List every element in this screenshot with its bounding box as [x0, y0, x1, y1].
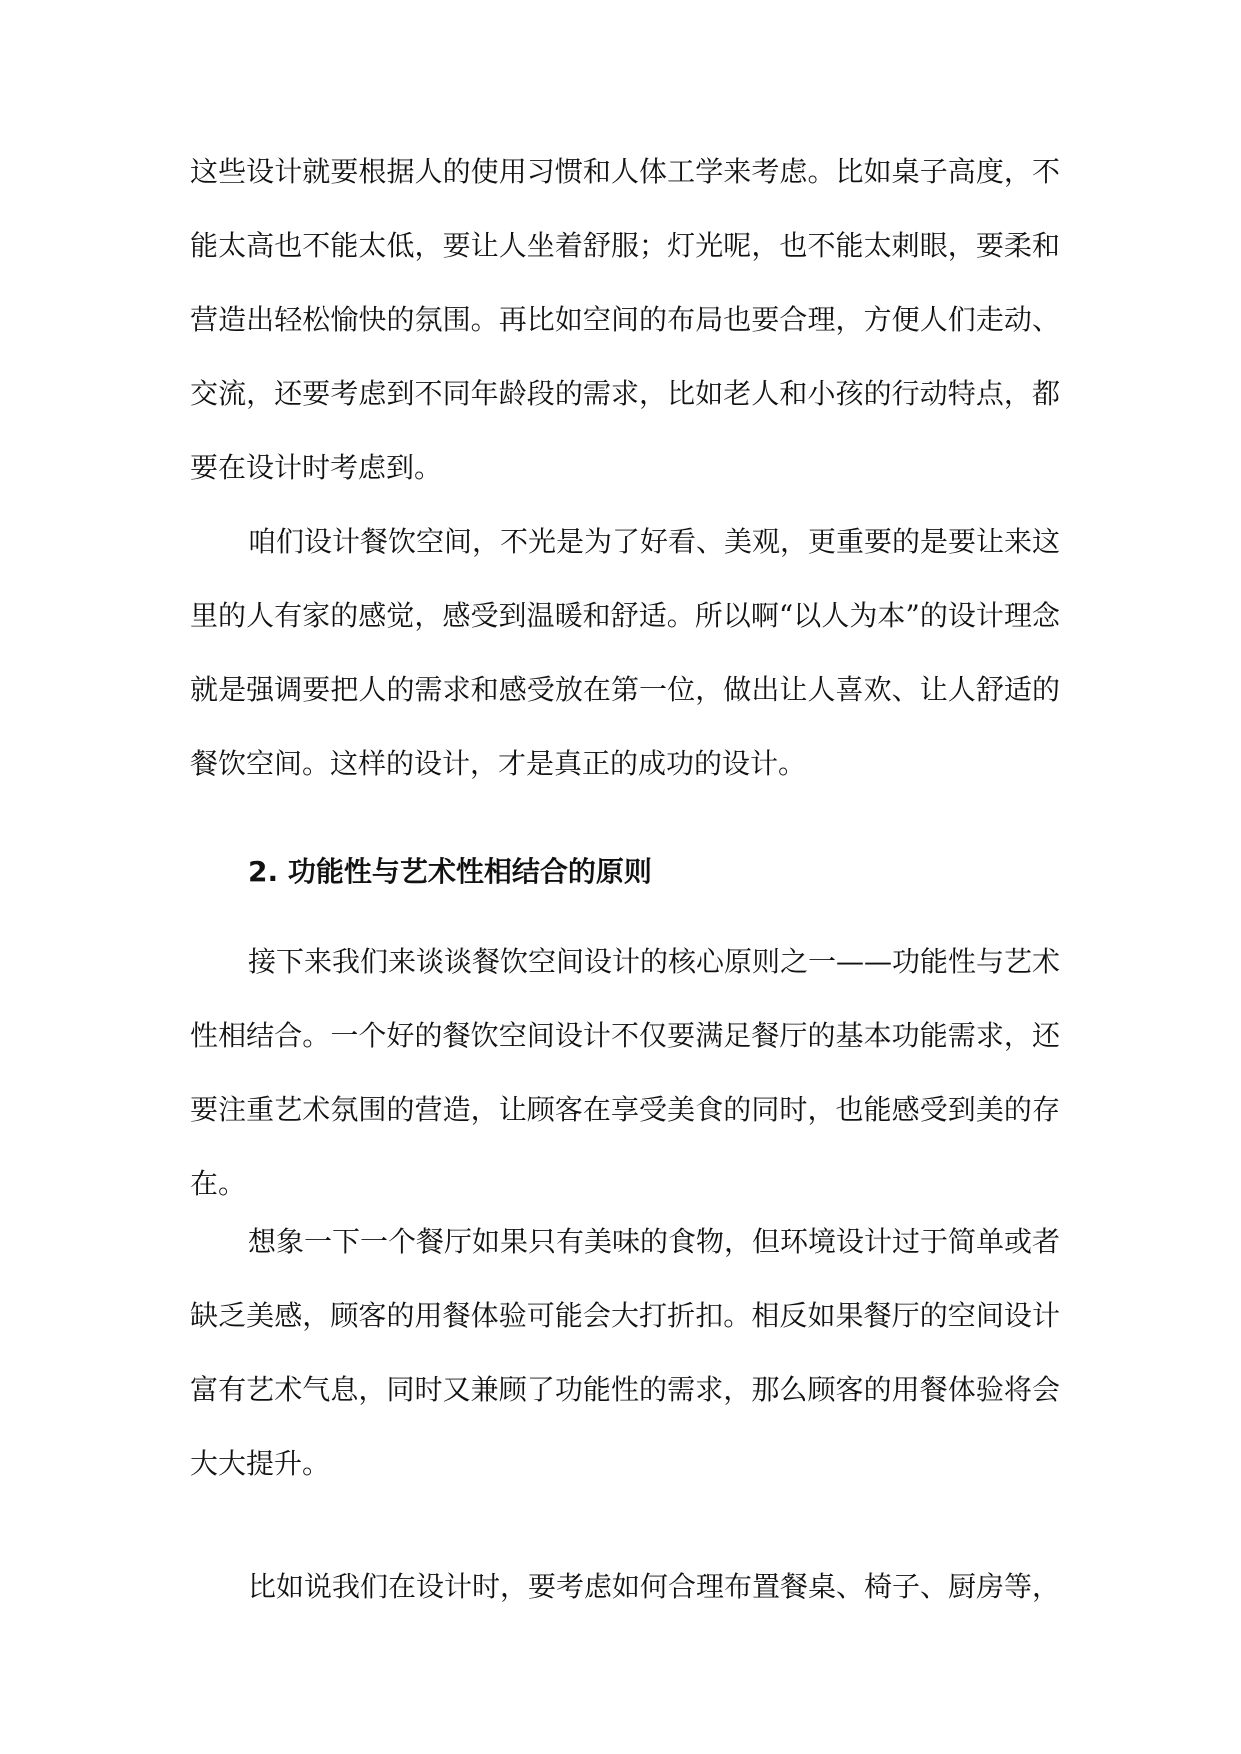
paragraph-layout-planning: 比如说我们在设计时，要考虑如何合理布置餐桌、椅子、厨房等，	[248, 1570, 1061, 1603]
paragraph-function-art-intro: 接下来我们来谈谈餐饮空间设计的核心原则之一——功能性与艺术性相结合。一个好的餐饮空间设计不仅要满足餐厅的基本功能需求，还要注重艺术氛围的营造，让顾客在享受美食的同时，也能感受到美的存在。	[190, 945, 1061, 1200]
paragraph-restaurant-example: 想象一下一个餐厅如果只有美味的食物，但环境设计过于简单或者缺乏美感，顾客的用餐体验可能会大打折扣。相反如果餐厅的空间设计富有艺术气息，同时又兼顾了功能性的需求，那么顾客的用餐体验将会大大提升。	[190, 1225, 1061, 1480]
section-heading: 2. 功能性与艺术性相结合的原则	[248, 855, 652, 888]
paragraph-ergonomics: 这些设计就要根据人的使用习惯和人体工学来考虑。比如桌子高度，不能太高也不能太低，要让人坐着舒服；灯光呢，也不能太刺眼，要柔和营造出轻松愉快的氛围。再比如空间的布局也要合理，方便人们走动、交流，还要考虑到不同年龄段的需求，比如老人和小孩的行动特点，都要在设计时考虑到。	[190, 155, 1060, 484]
paragraph-people-oriented: 咱们设计餐饮空间，不光是为了好看、美观，更重要的是要让来这里的人有家的感觉，感受到温暖和舒适。所以啊“以人为本”的设计理念就是强调要把人的需求和感受放在第一位，做出让人喜欢、让人舒适的餐饮空间。这样的设计，才是真正的成功的设计。	[190, 525, 1061, 780]
